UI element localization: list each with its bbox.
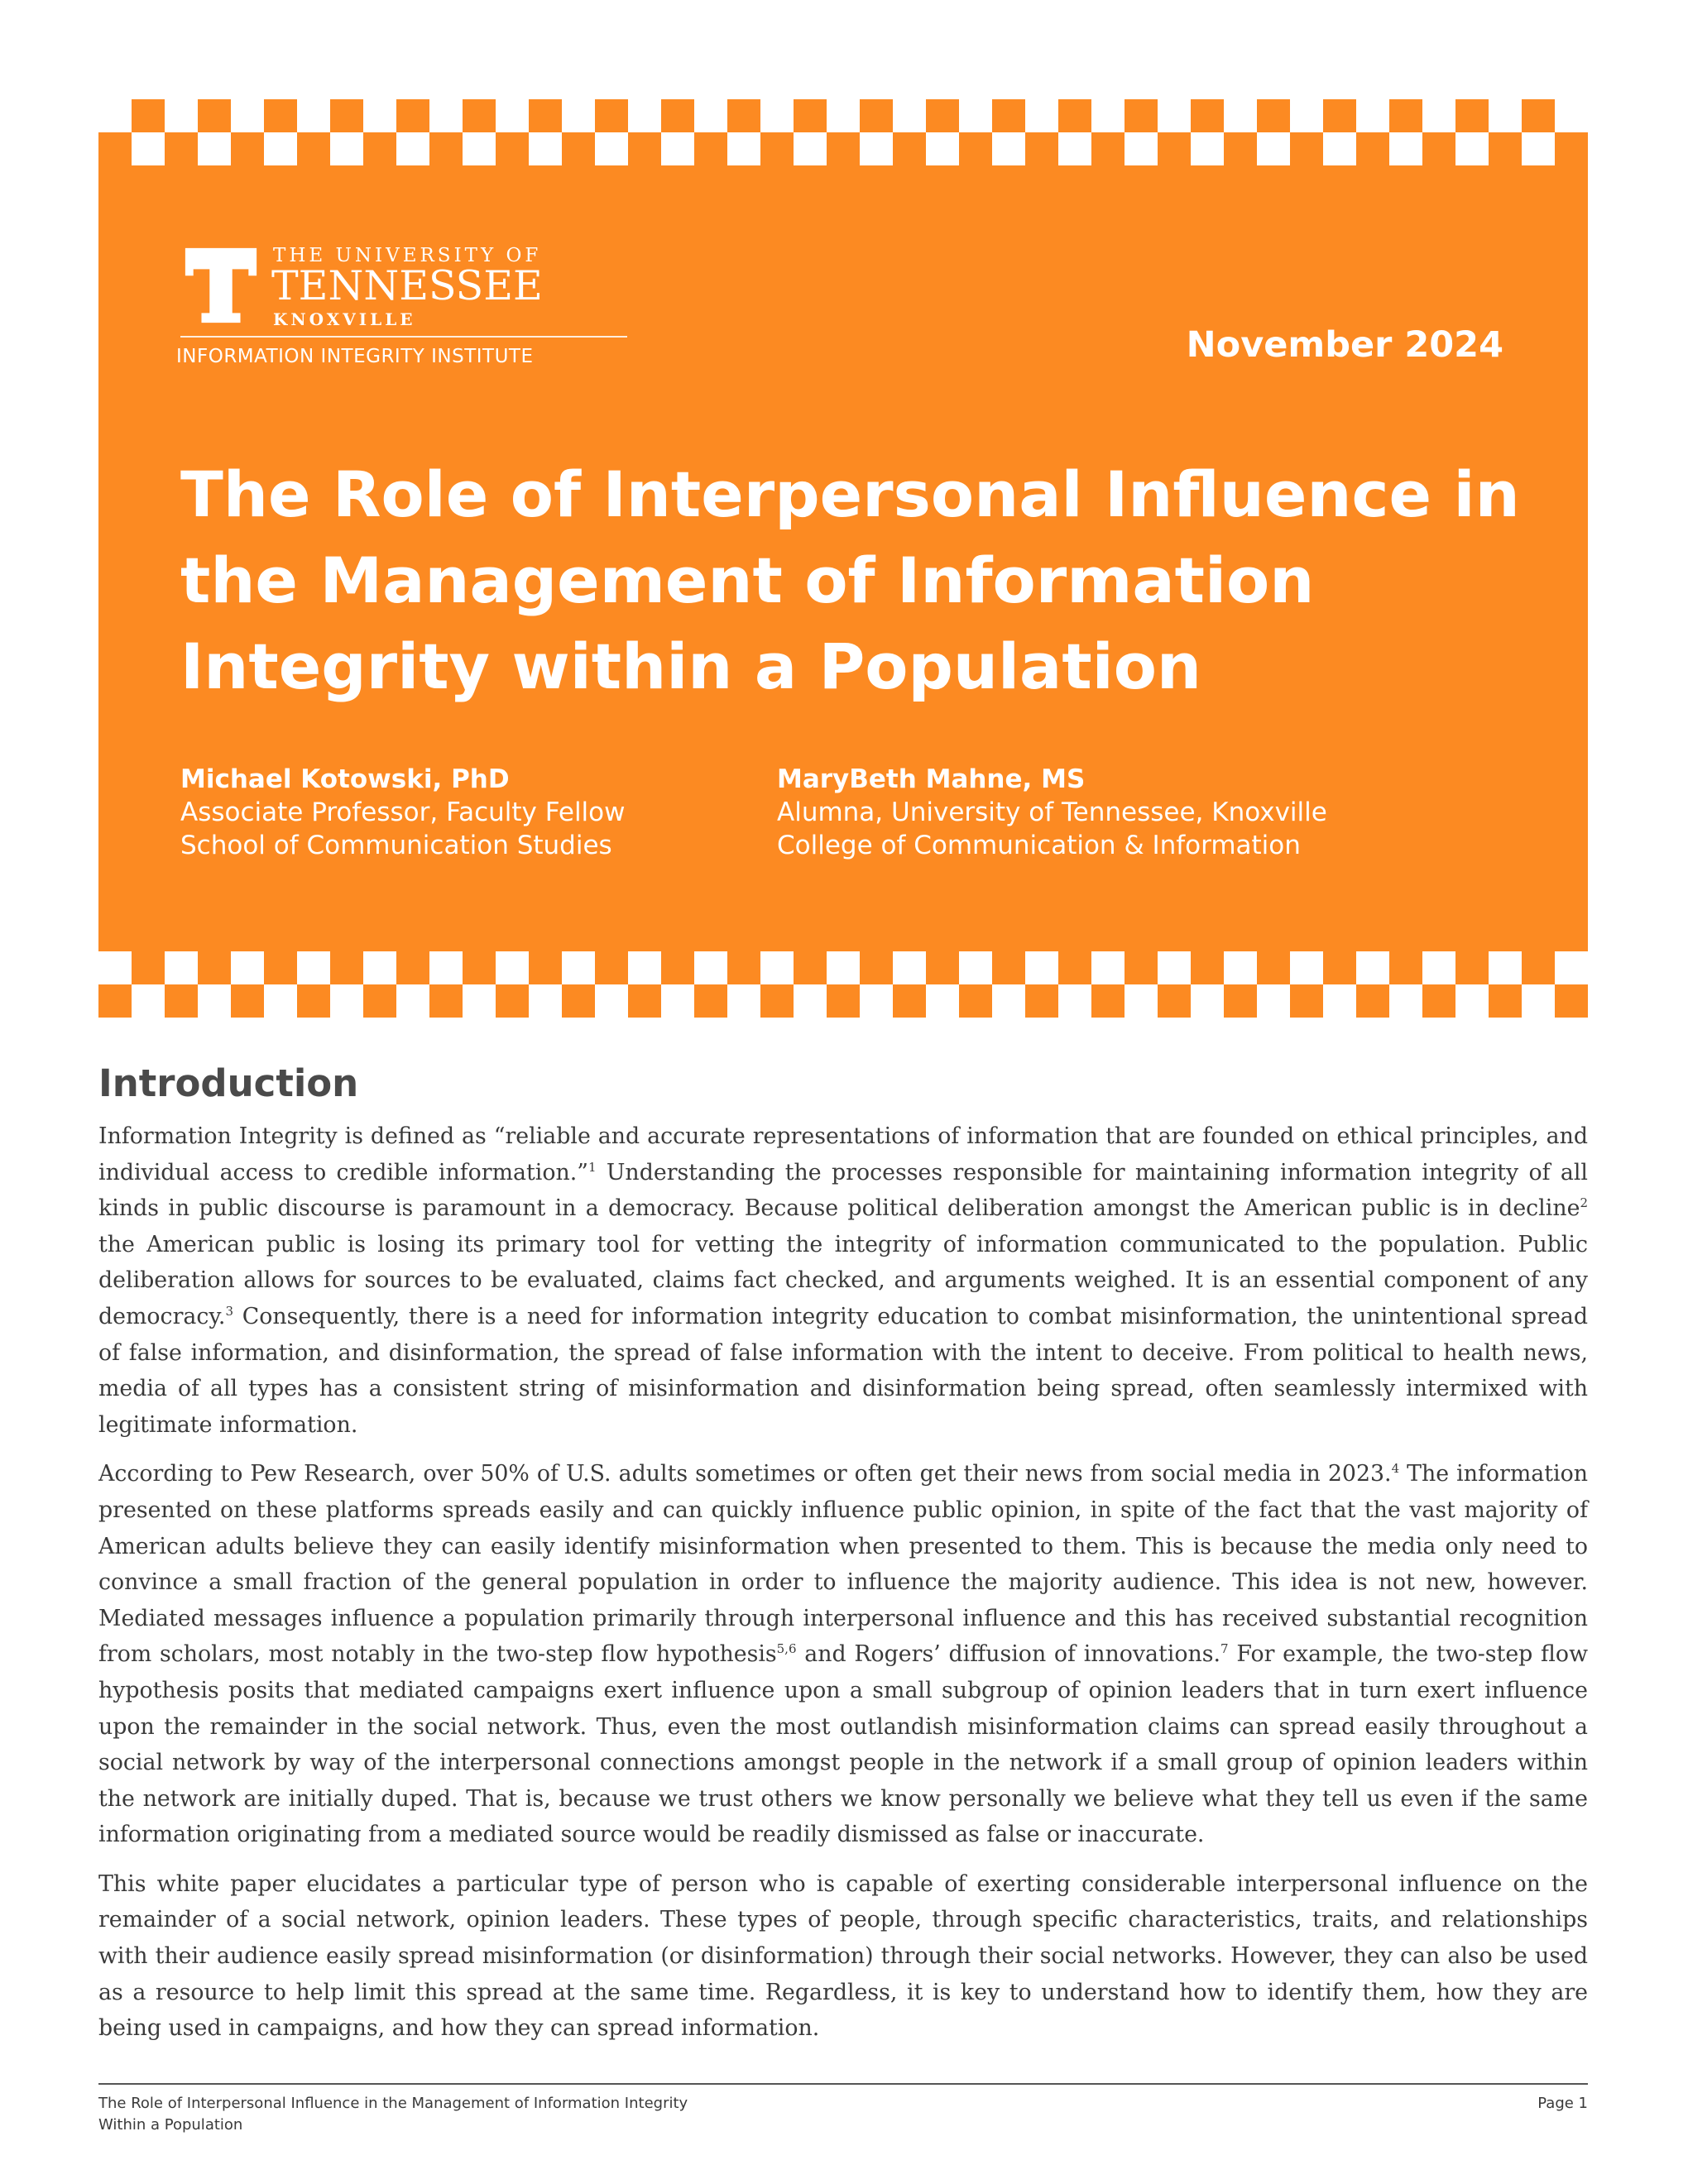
paragraph-text: The information presented on these platforms spreads easily and can quickly influence public opinion, in spite of the fact that the vast majority of American adults believe they can easily identify misinformation when presented to them. This is because the media only need to convince a small fraction of the general population in order to influence the majority audience. This idea is not new, however. Mediated messages influence a population primarily through interpersonal influence and this has received substantial recognition from scholars, most notably in the two-step flow hypothesis	[98, 1461, 1588, 1668]
checkerboard-border-bottom	[98, 951, 1588, 1018]
paragraph-1	[98, 1118, 1588, 1443]
university-logo	[176, 245, 685, 377]
author-name: Michael Kotowski, PhD	[180, 764, 510, 794]
footnote-ref: 1	[587, 1159, 597, 1175]
section-heading: Introduction	[98, 1061, 359, 1105]
footnote-ref: 7	[1220, 1641, 1229, 1657]
footnote-ref: 3	[225, 1304, 234, 1320]
footer-running-title	[98, 2093, 1091, 2136]
footer-divider	[98, 2083, 1588, 2085]
author-role: Associate Professor, Faculty Fellow	[180, 797, 626, 827]
institute-name: INFORMATION INTEGRITY INSTITUTE	[176, 346, 534, 367]
publication-date: November 2024	[1186, 324, 1503, 366]
paragraph-text: Consequently, there is a need for information integrity education to combat misinformation, the unintentional spread of false information, and disinformation, the spread of false information with the intent to deceive. From political to health news, media of all types has a consistent string of misinformation and disinformation being spread, often seamlessly intermixed with legitimate information.	[98, 1303, 1588, 1438]
footer-title-line-1: The Role of Interpersonal Influence in the Management of Information Integrity	[98, 2095, 688, 2112]
paragraph-text: and Rogers’ diffusion of innovations.	[796, 1641, 1221, 1668]
paragraph-text: Understanding the processes responsible for maintaining information integrity of all kinds in public discourse is paramount in a democracy. Because political deliberation amongst the American public is in decline	[98, 1159, 1588, 1222]
paragraph-3: This white paper elucidates a particular type of person who is capable of exerting considerable interpersonal influence on the remainder of a social network, opinion leaders. These types of people, through specific characteristics, traits, and relationships with their audience easily spread misinformation (or disinformation) through their social networks. However, they can also be used as a resource to help limit this spread at the same time. Regardless, it is key to understand how to identify them, how they are being used in campaigns, and how they can spread information.	[98, 1870, 1588, 2042]
checkerboard-border-top	[98, 99, 1588, 165]
title-banner	[98, 165, 1588, 951]
author-affiliation: College of Communication & Information	[777, 831, 1301, 860]
logo-line-tennessee: TENNESSEE	[271, 262, 543, 309]
document-title: The Role of Interpersonal Influence in the Management of Information Integrity within a Population	[180, 457, 1520, 703]
author-role: Alumna, University of Tennessee, Knoxville	[777, 797, 1327, 827]
power-t-icon	[180, 245, 261, 326]
author-block-1	[180, 763, 626, 862]
author-block-2	[777, 763, 1327, 862]
footer-title-line-2: Within a Population	[98, 2116, 243, 2134]
logo-line-university-of: THE UNIVERSITY OF	[273, 245, 542, 266]
footnote-ref: 2	[1580, 1195, 1588, 1211]
paragraph-text: According to Pew Research, over 50% of U.S. adults sometimes or often get their news from social media in 2023.	[98, 1461, 1392, 1487]
footnote-ref: 5,6	[776, 1641, 797, 1657]
paragraph-text: Information Integrity is defined as “reliable and accurate representations of information that are founded on ethical principles, and individual access to credible information.”	[98, 1123, 1588, 1185]
author-affiliation: School of Communication Studies	[180, 831, 612, 860]
logo-line-knoxville: KNOXVILLE	[273, 309, 416, 329]
paragraph-text: For example, the two-step flow hypothesis posits that mediated campaigns exert influence upon a small subgroup of opinion leaders that in turn exert influence upon the remainder in the social network. Thus, even the most outlandish misinformation claims can spread easily throughout a social network by way of the interpersonal connections amongst people in the network if a small group of opinion leaders within the network are initially duped. That is, because we trust others we know personally we believe what they tell us even if the same information originating from a mediated source would be readily dismissed as false or inaccurate.	[98, 1641, 1589, 1848]
paragraph-2	[98, 1456, 1588, 1853]
page-number: Page 1	[1537, 2095, 1588, 2112]
footnote-ref: 4	[1391, 1461, 1400, 1477]
paragraph-text: the American public is losing its primary tool for vetting the integrity of information communicated to the population. Public deliberation allows for sources to be evaluated, claims fact checked, and arguments weighed. It is an essential component of any democracy.	[98, 1231, 1588, 1329]
logo-divider	[180, 336, 627, 338]
author-name: MaryBeth Mahne, MS	[777, 764, 1086, 794]
article-body	[98, 1059, 1588, 2060]
